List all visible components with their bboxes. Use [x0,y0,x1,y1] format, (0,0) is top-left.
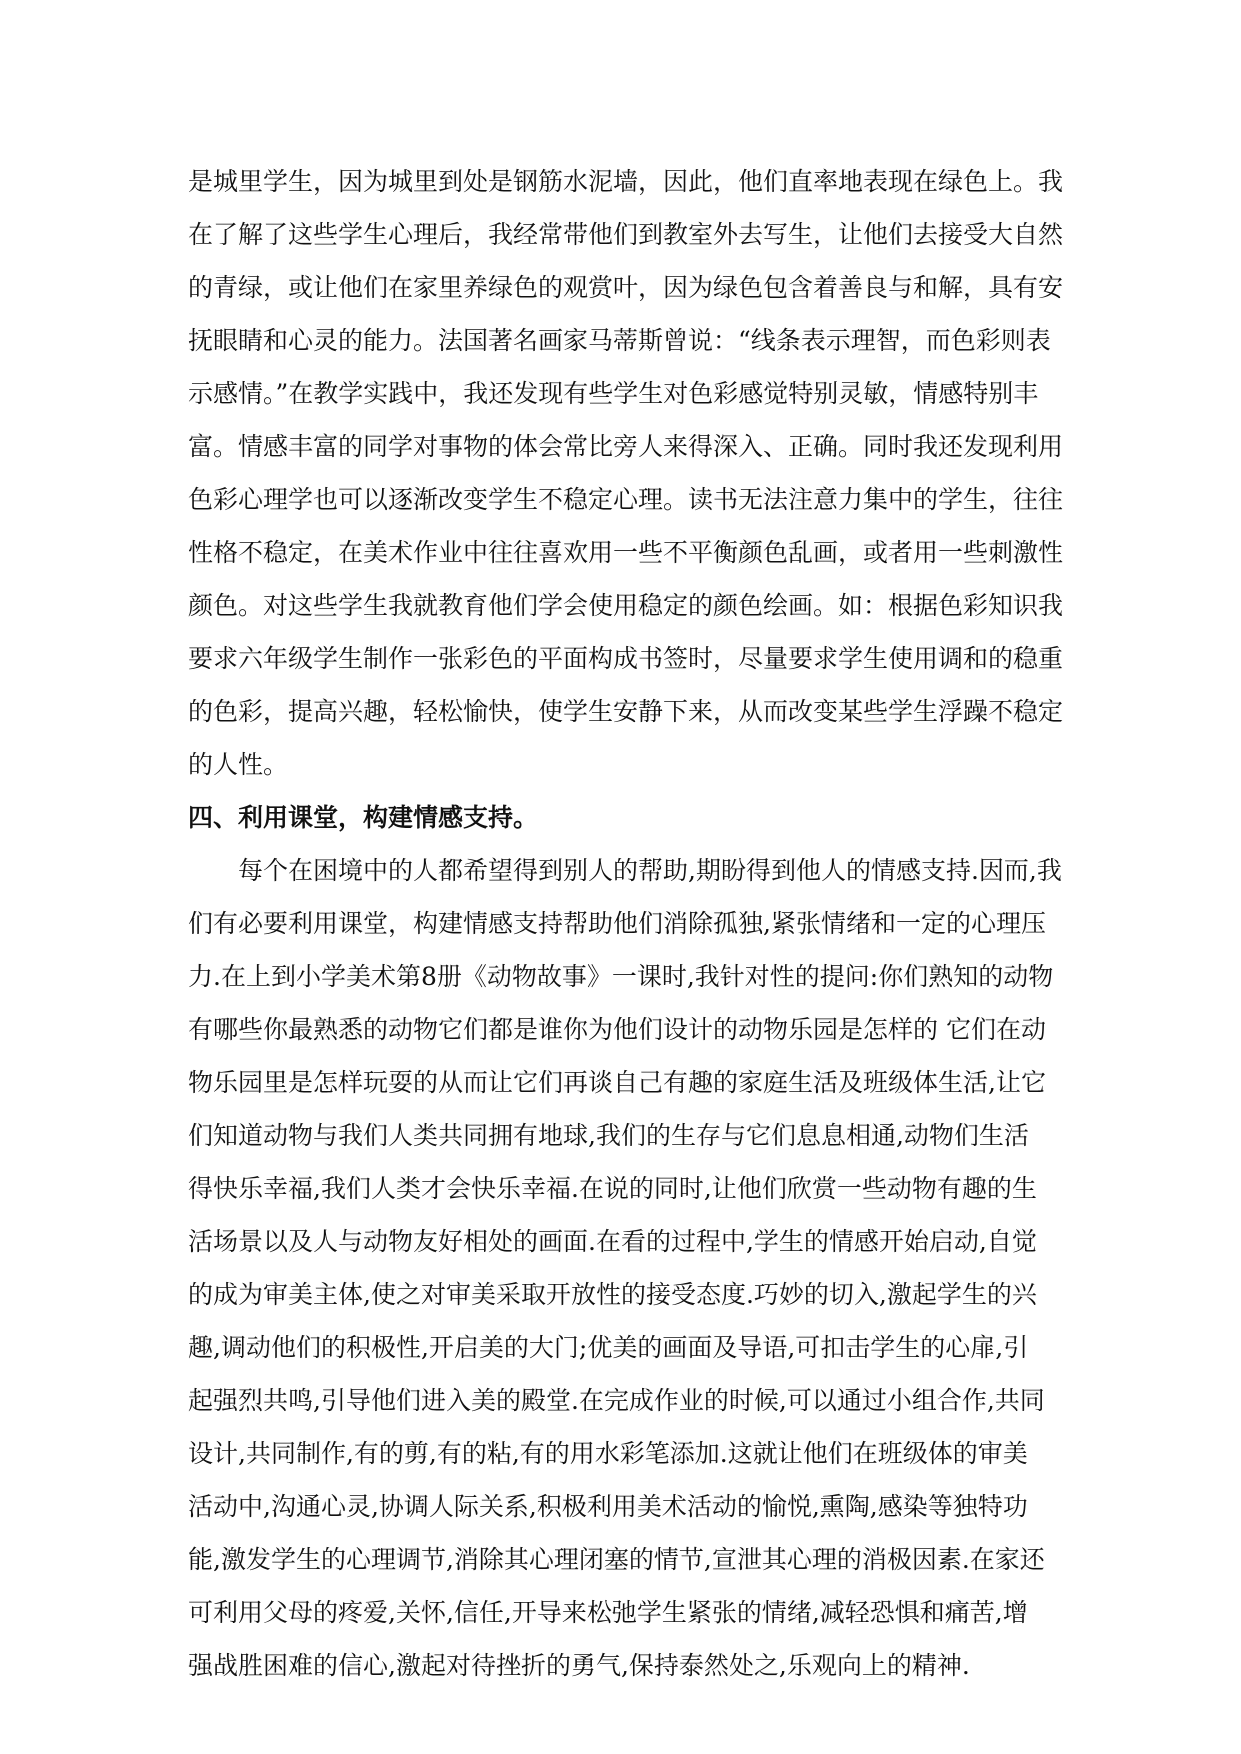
text-line: 性格不稳定，在美术作业中往往喜欢用一些不平衡颜色乱画，或者用一些刺激性 [188,538,1064,567]
text-line: 活动中,沟通心灵,协调人际关系,积极利用美术活动的愉悦,熏陶,感染等独特功 [188,1492,1028,1521]
text-line: 能,激发学生的心理调节,消除其心理闭塞的情节,宣泄其心理的消极因素.在家还 [188,1545,1045,1574]
text-line: 色彩心理学也可以逐渐改变学生不稳定心理。读书无法注意力集中的学生，往往 [188,485,1064,514]
text-line: 每个在困境中的人都希望得到别人的帮助,期盼得到他人的情感支持.因而,我 [238,856,1062,885]
text-line: 活场景以及人与动物友好相处的画面.在看的过程中,学生的情感开始启动,自觉 [188,1227,1037,1256]
text-line: 富。情感丰富的同学对事物的体会常比旁人来得深入、正确。同时我还发现利用 [188,432,1064,461]
text-line: 的色彩，提高兴趣，轻松愉快，使学生安静下来，从而改变某些学生浮躁不稳定 [188,697,1064,726]
text-line: 设计,共同制作,有的剪,有的粘,有的用水彩笔添加.这就让他们在班级体的审美 [188,1439,1028,1468]
text-line: 起强烈共鸣,引导他们进入美的殿堂.在完成作业的时候,可以通过小组合作,共同 [188,1386,1045,1415]
text-line: 们知道动物与我们人类共同拥有地球,我们的生存与它们息息相通,动物们生活 [188,1121,1029,1150]
text-line: 们有必要利用课堂，构建情感支持帮助他们消除孤独,紧张情绪和一定的心理压 [188,909,1046,938]
text-line: 的成为审美主体,使之对审美采取开放性的接受态度.巧妙的切入,激起学生的兴 [188,1280,1037,1309]
document-body [188,155,1068,1692]
text-line: 的人性。 [188,750,289,779]
text-line: 可利用父母的疼爱,关怀,信任,开导来松弛学生紧张的情绪,减轻恐惧和痛苦,增 [188,1598,1028,1627]
text-line: 有哪些你最熟悉的动物它们都是谁你为他们设计的动物乐园是怎样的 它们在动 [188,1015,1046,1044]
text-line: 力.在上到小学美术第8册《动物故事》一课时,我针对性的提问:你们熟知的动物 [188,962,1054,991]
text-line: 抚眼睛和心灵的能力。法国著名画家马蒂斯曾说：“线条表示理智，而色彩则表 [188,326,1051,355]
text-line: 物乐园里是怎样玩耍的从而让它们再谈自己有趣的家庭生活及班级体生活,让它 [188,1068,1046,1097]
text-line: 示感情。”在教学实践中，我还发现有些学生对色彩感觉特别灵敏，情感特别丰 [188,379,1039,408]
text-line: 要求六年级学生制作一张彩色的平面构成书签时，尽量要求学生使用调和的稳重 [188,644,1064,673]
paragraph-emotional-support [188,844,1068,1692]
text-line: 是城里学生，因为城里到处是钢筋水泥墙，因此，他们直率地表现在绿色上。我 [188,167,1064,196]
text-line: 的青绿，或让他们在家里养绿色的观赏叶，因为绿色包含着善良与和解，具有安 [188,273,1064,302]
text-line: 强战胜困难的信心,激起对待挫折的勇气,保持泰然处之,乐观向上的精神. [188,1651,970,1680]
text-line: 得快乐幸福,我们人类才会快乐幸福.在说的同时,让他们欣赏一些动物有趣的生 [188,1174,1037,1203]
text-line: 趣,调动他们的积极性,开启美的大门;优美的画面及导语,可扣击学生的心扉,引 [188,1333,1029,1362]
paragraph-color-psychology [188,155,1068,791]
text-line: 在了解了这些学生心理后，我经常带他们到教室外去写生，让他们去接受大自然 [188,220,1064,249]
text-line: 颜色。对这些学生我就教育他们学会使用稳定的颜色绘画。如：根据色彩知识我 [188,591,1064,620]
section-heading: 四、利用课堂，构建情感支持。 [188,803,539,832]
